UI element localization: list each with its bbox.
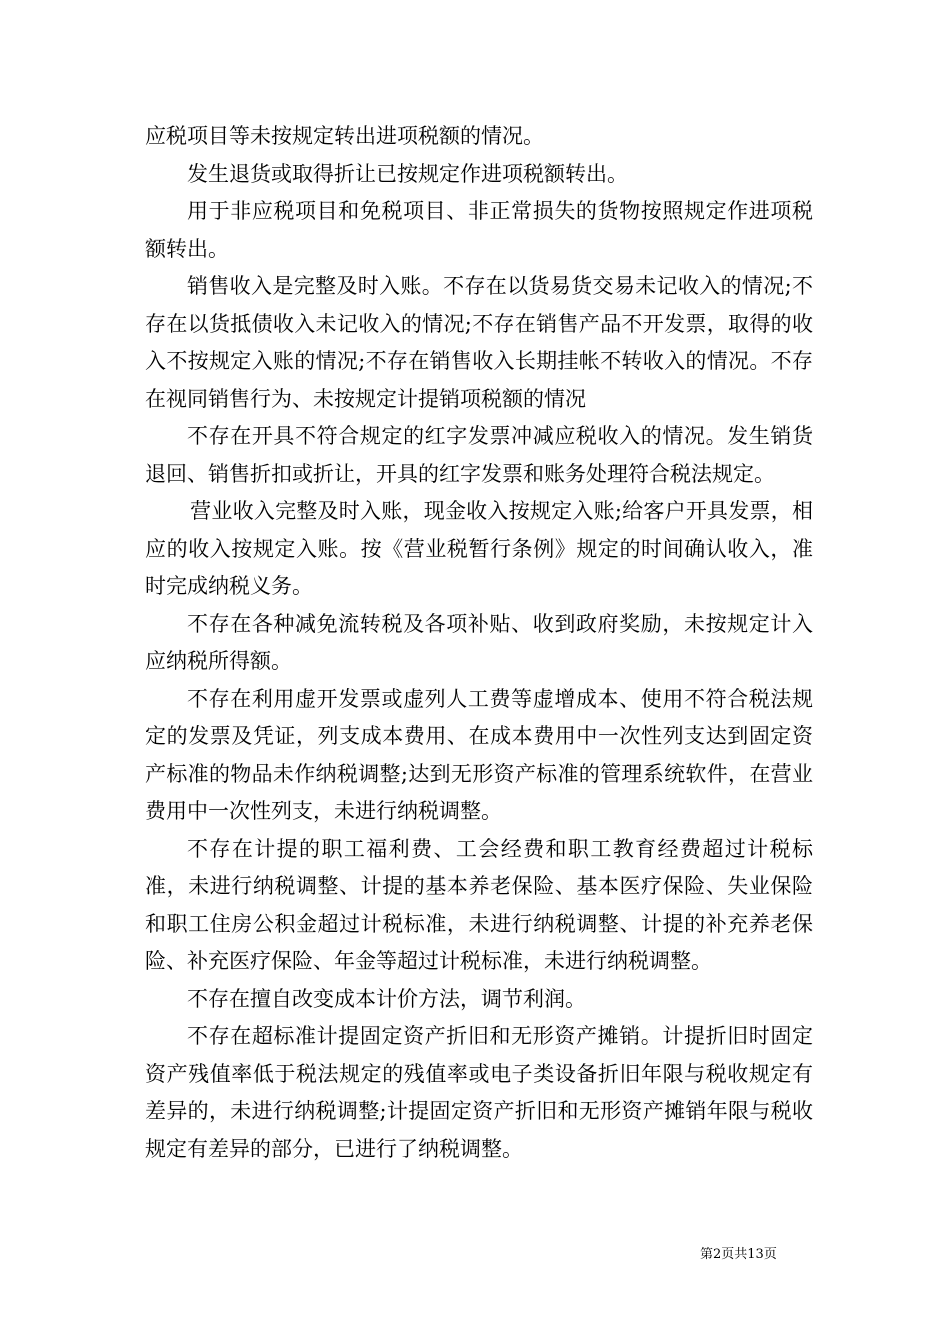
paragraph-3: 用于非应税项目和免税项目、非正常损失的货物按照规定作进项税额转出。 [145, 199, 813, 261]
paragraph-11: 不存在超标准计提固定资产折旧和无形资产摊销。计提折旧时固定资产残值率低于税法规定的残值率或电子类设备折旧年限与税收规定有差异的，未进行纳税调整;计提固定资产折旧和无形资产摊销年限与税收规定有差异的部分，已进行了纳税调整。 [145, 1024, 813, 1161]
paragraph-9: 不存在计提的职工福利费、工会经费和职工教育经费超过计税标准，未进行纳税调整、计提的基本养老保险、基本医疗保险、失业保险和职工住房公积金超过计税标准，未进行纳税调整、计提的补充养老保险、补充医疗保险、年金等超过计税标准，未进行纳税调整。 [145, 836, 813, 973]
paragraph-5: 不存在开具不符合规定的红字发票冲减应税收入的情况。发生销货退回、销售折扣或折让，开具的红字发票和账务处理符合税法规定。 [145, 424, 813, 486]
paragraph-2: 发生退货或取得折让已按规定作进项税额转出。 [187, 161, 628, 186]
paragraph-10: 不存在擅自改变成本计价方法，调节利润。 [187, 986, 586, 1011]
paragraph-8: 不存在利用虚开发票或虚列人工费等虚增成本、使用不符合税法规定的发票及凭证，列支成本费用、在成本费用中一次性列支达到固定资产标准的物品未作纳税调整;达到无形资产标准的管理系统软件，在营业费用中一次性列支，未进行纳税调整。 [145, 686, 813, 823]
paragraph-4: 销售收入是完整及时入账。不存在以货易货交易未记收入的情况;不存在以货抵债收入未记收入的情况;不存在销售产品不开发票，取得的收入不按规定入账的情况;不存在销售收入长期挂帐不转收入的情况。不存在视同销售行为、未按规定计提销项税额的情况 [145, 274, 813, 411]
body-text [145, 118, 813, 1168]
paragraph-6: 营业收入完整及时入账，现金收入按规定入账;给客户开具发票，相应的收入按规定入账。按《营业税暂行条例》规定的时间确认收入，准时完成纳税义务。 [145, 499, 813, 598]
page-number-footer: 第2页共13页 [700, 1247, 777, 1262]
paragraph-7: 不存在各种减免流转税及各项补贴、收到政府奖励，未按规定计入应纳税所得额。 [145, 611, 813, 673]
paragraph-1: 应税项目等未按规定转出进项税额的情况。 [145, 124, 544, 148]
